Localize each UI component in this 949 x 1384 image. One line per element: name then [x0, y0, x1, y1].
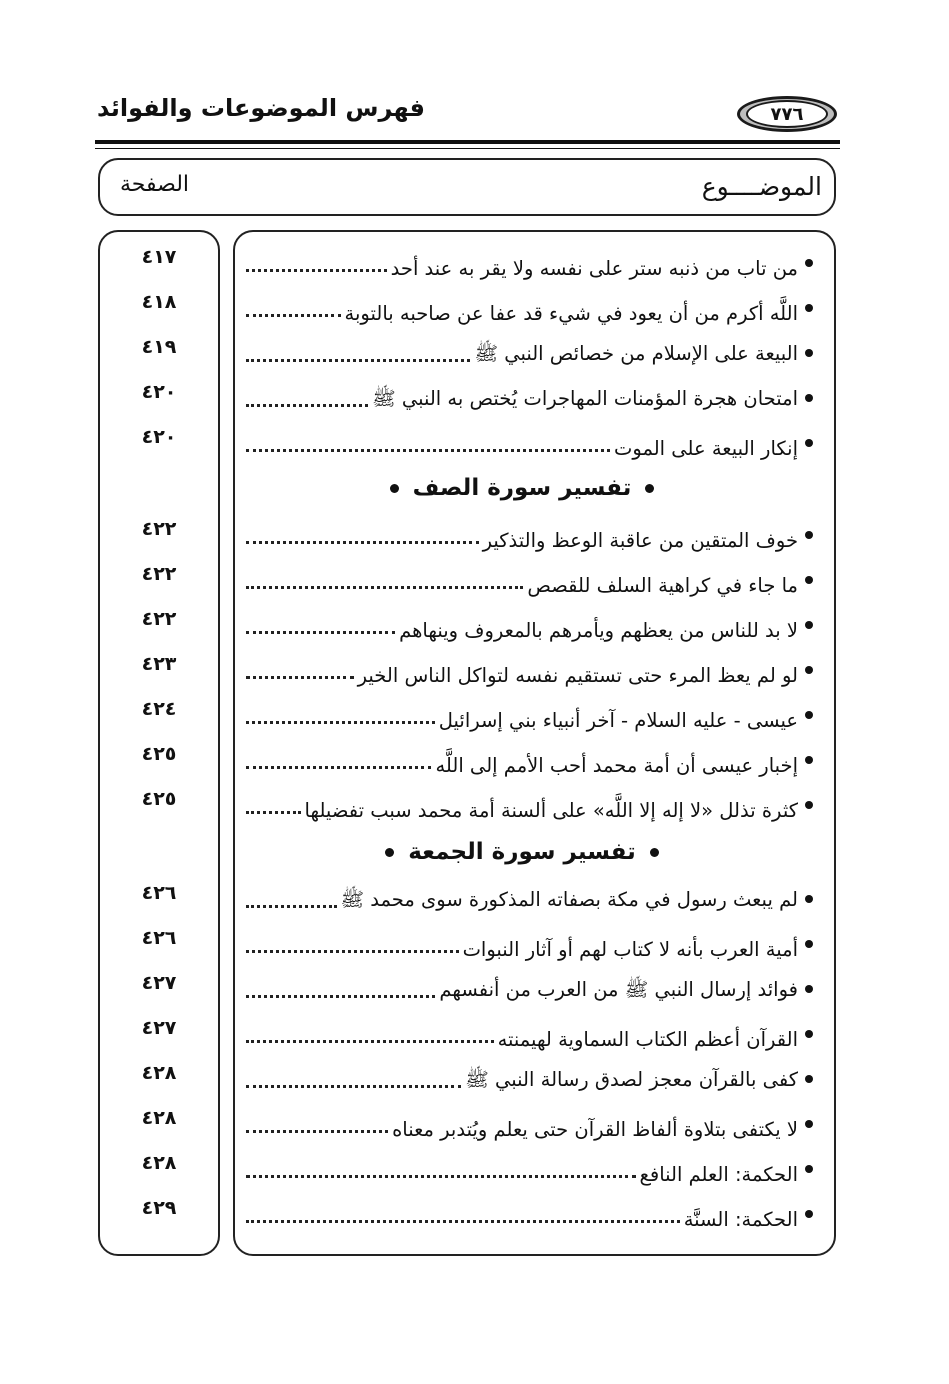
entry-text: إخبار عيسى أن أمة محمد أحب الأمم إلى اللَّه [435, 754, 798, 777]
leader-dots [246, 586, 523, 589]
index-entry [0, 514, 949, 554]
entry-page: ٤٢٨ [141, 1062, 177, 1084]
entry-text: كثرة تذلل «لا إله إلا اللَّه» على ألسنة أمة محمد سبب تفضيلها [304, 799, 798, 822]
entry-topic [246, 379, 798, 415]
header-rule-thick [95, 140, 840, 144]
bullet-icon [805, 304, 813, 312]
entry-text: لم يبعث رسول في مكة بصفاته المذكورة سوى محمد ﷺ [340, 888, 798, 911]
index-entry [0, 422, 949, 462]
index-entry [0, 694, 949, 734]
leader-dots [246, 676, 354, 679]
entry-page: ٤٢٣ [141, 653, 177, 675]
entry-topic [246, 1060, 798, 1096]
entry-topic [246, 289, 798, 325]
entry-topic [246, 424, 798, 460]
entry-topic [246, 880, 798, 916]
leader-dots [246, 359, 470, 362]
header-rule-thin [95, 148, 840, 149]
index-entry [0, 784, 949, 824]
bullet-icon [805, 259, 813, 267]
index-entry [0, 377, 949, 417]
leader-dots [246, 314, 341, 317]
entry-text: عيسى - عليه السلام - آخر أنبياء بني إسرائيل [438, 709, 798, 732]
entry-page: ٤٢٨ [141, 1107, 177, 1129]
entry-page: ٤١٩ [141, 336, 177, 358]
entry-page: ٤١٨ [141, 291, 177, 313]
index-entry [0, 1193, 949, 1233]
entry-text: القرآن أعظم الكتاب السماوية لهيمنته [497, 1028, 798, 1051]
entry-topic [246, 970, 798, 1006]
index-entry [0, 287, 949, 327]
entry-text: لا بد للناس من يعظهم ويأمرهم بالمعروف وينهاهم [399, 619, 798, 642]
bullet-icon [805, 711, 813, 719]
entry-topic [246, 696, 798, 732]
entry-page: ٤٢٥ [141, 788, 177, 810]
leader-dots [246, 1085, 461, 1088]
entry-topic [246, 244, 798, 280]
bullet-icon [805, 1030, 813, 1038]
section-heading [246, 832, 798, 872]
entry-text: الحكمة: العلم النافع [639, 1163, 798, 1186]
index-entry [0, 332, 949, 372]
entry-text: كفى بالقرآن معجز لصدق رسالة النبي ﷺ [465, 1068, 798, 1091]
index-entry [0, 739, 949, 779]
leader-dots [246, 905, 337, 908]
entry-page: ٤٢٨ [141, 1152, 177, 1174]
entry-text: لا يكتفى بتلاوة ألفاظ القرآن حتى يعلم ويُتدبر معناه [392, 1118, 798, 1141]
entry-topic [246, 1195, 798, 1231]
leader-dots [246, 1130, 388, 1133]
entry-page: ٤١٧ [141, 246, 177, 268]
entry-page: ٤٢٢ [141, 563, 177, 585]
entry-topic [246, 561, 798, 597]
leader-dots [246, 995, 435, 998]
index-entry [0, 968, 949, 1008]
bullet-icon [805, 439, 813, 447]
page-column-heading: الصفحة [120, 172, 190, 197]
entry-topic [246, 334, 798, 370]
section-title: تفسير سورة الصف [412, 475, 632, 501]
topic-column-heading: الموضــــوع [701, 172, 822, 201]
bullet-icon [805, 985, 813, 993]
leader-dots [246, 541, 479, 544]
entry-page: ٤٢٢ [141, 518, 177, 540]
entry-text: امتحان هجرة المؤمنات المهاجرات يُختص به النبي ﷺ [372, 387, 798, 410]
index-entry [0, 604, 949, 644]
section-heading [246, 468, 798, 508]
index-entry [0, 242, 949, 282]
bullet-icon [805, 531, 813, 539]
index-entry [0, 1148, 949, 1188]
entry-text: لو لم يعظ المرء حتى تستقيم نفسه لتواكل الناس الخير [357, 664, 798, 687]
bullet-icon [805, 349, 813, 357]
entry-text: ما جاء في كراهية السلف للقصص [527, 574, 798, 597]
bullet-icon [805, 940, 813, 948]
leader-dots [246, 766, 431, 769]
entry-topic [246, 925, 798, 961]
entry-text: اللَّه أكرم من أن يعود في شيء قد عفا عن صاحبه بالتوبة [344, 302, 798, 325]
index-entry [0, 923, 949, 963]
index-entry [0, 1058, 949, 1098]
entry-page: ٤٢٠ [141, 426, 177, 448]
entry-topic [246, 741, 798, 777]
entry-topic [246, 606, 798, 642]
entry-page: ٤٢٦ [141, 882, 177, 904]
entry-text: البيعة على الإسلام من خصائص النبي ﷺ [474, 342, 798, 365]
bullet-icon [385, 848, 394, 857]
entry-page: ٤٢٢ [141, 608, 177, 630]
page-title: فهرس الموضوعات والفوائد [96, 94, 425, 122]
entry-text: من تاب من ذنبه ستر على نفسه ولا يقر به عند أحد [390, 257, 798, 280]
entry-topic [246, 1150, 798, 1186]
bullet-icon [805, 666, 813, 674]
leader-dots [246, 1175, 636, 1178]
bullet-icon [650, 848, 659, 857]
leader-dots [246, 404, 368, 407]
entry-text: خوف المتقين من عاقبة الوعظ والتذكير [482, 529, 798, 552]
leader-dots [246, 631, 395, 634]
bullet-icon [805, 756, 813, 764]
leader-dots [246, 1040, 494, 1043]
entry-page: ٤٢٩ [141, 1197, 177, 1219]
leader-dots [246, 811, 301, 814]
leader-dots [246, 1220, 680, 1223]
entry-text: الحكمة: السنَّة [683, 1208, 798, 1231]
leader-dots [246, 721, 435, 724]
entry-text: فوائد إرسال النبي ﷺ من العرب من أنفسهم [439, 978, 798, 1001]
entry-page: ٤٢٧ [141, 1017, 177, 1039]
entry-page: ٤٢٠ [141, 381, 177, 403]
index-entry [0, 1013, 949, 1053]
entry-text: أمية العرب بأنه لا كتاب لهم أو آثار النبوات [462, 938, 798, 961]
index-entry [0, 649, 949, 689]
bullet-icon [805, 801, 813, 809]
index-entry [0, 559, 949, 599]
leader-dots [246, 269, 387, 272]
entry-page: ٤٢٧ [141, 972, 177, 994]
bullet-icon [805, 1075, 813, 1083]
bullet-icon [805, 394, 813, 402]
entry-page: ٤٢٤ [141, 698, 177, 720]
section-title: تفسير سورة الجمعة [408, 839, 636, 865]
bullet-icon [645, 484, 654, 493]
bullet-icon [805, 1210, 813, 1218]
bullet-icon [805, 1120, 813, 1128]
bullet-icon [805, 621, 813, 629]
page-header [95, 86, 840, 136]
columns-header [98, 158, 836, 216]
index-entry [0, 878, 949, 918]
bullet-icon [805, 576, 813, 584]
entry-text: إنكار البيعة على الموت [614, 437, 798, 460]
entry-page: ٤٢٦ [141, 927, 177, 949]
leader-dots [246, 950, 459, 953]
leader-dots [246, 449, 610, 452]
index-entry [0, 1103, 949, 1143]
page-number: ٧٧٦ [746, 100, 828, 128]
page-number-badge [737, 96, 837, 132]
bullet-icon [805, 895, 813, 903]
bullet-icon [805, 1165, 813, 1173]
entry-topic [246, 651, 798, 687]
entry-topic [246, 786, 798, 822]
entry-topic [246, 1105, 798, 1141]
entry-page: ٤٢٥ [141, 743, 177, 765]
bullet-icon [390, 484, 399, 493]
entry-topic [246, 516, 798, 552]
entry-topic [246, 1015, 798, 1051]
